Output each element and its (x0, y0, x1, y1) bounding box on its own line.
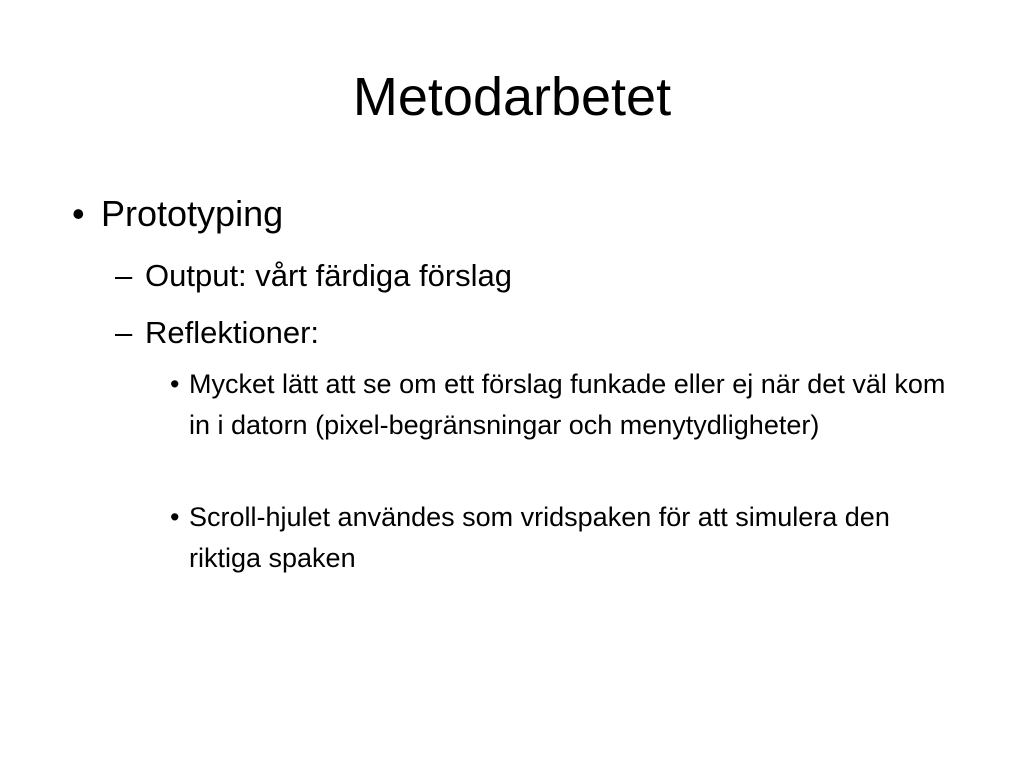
bullet-text: Prototyping (101, 193, 284, 234)
bullet-marker: • (72, 193, 85, 234)
subbullet-text: Output: vårt färdiga förslag (145, 258, 513, 293)
bullet-marker: • (170, 369, 180, 399)
reflection-text: Scroll-hjulet användes som vridspaken för att simulera den riktiga spaken (189, 502, 890, 573)
dash-marker: – (115, 315, 133, 350)
slide-title: Metodarbetet (352, 67, 672, 127)
dash-marker: – (115, 258, 133, 293)
reflection-text: Mycket lätt att se om ett förslag funkade eller ej när det väl kom in i datorn (pixel-begränsningar och menytydligheter) (189, 369, 946, 440)
subbullet-text: Reflektioner: (145, 315, 320, 350)
bullet-marker: • (170, 502, 180, 532)
